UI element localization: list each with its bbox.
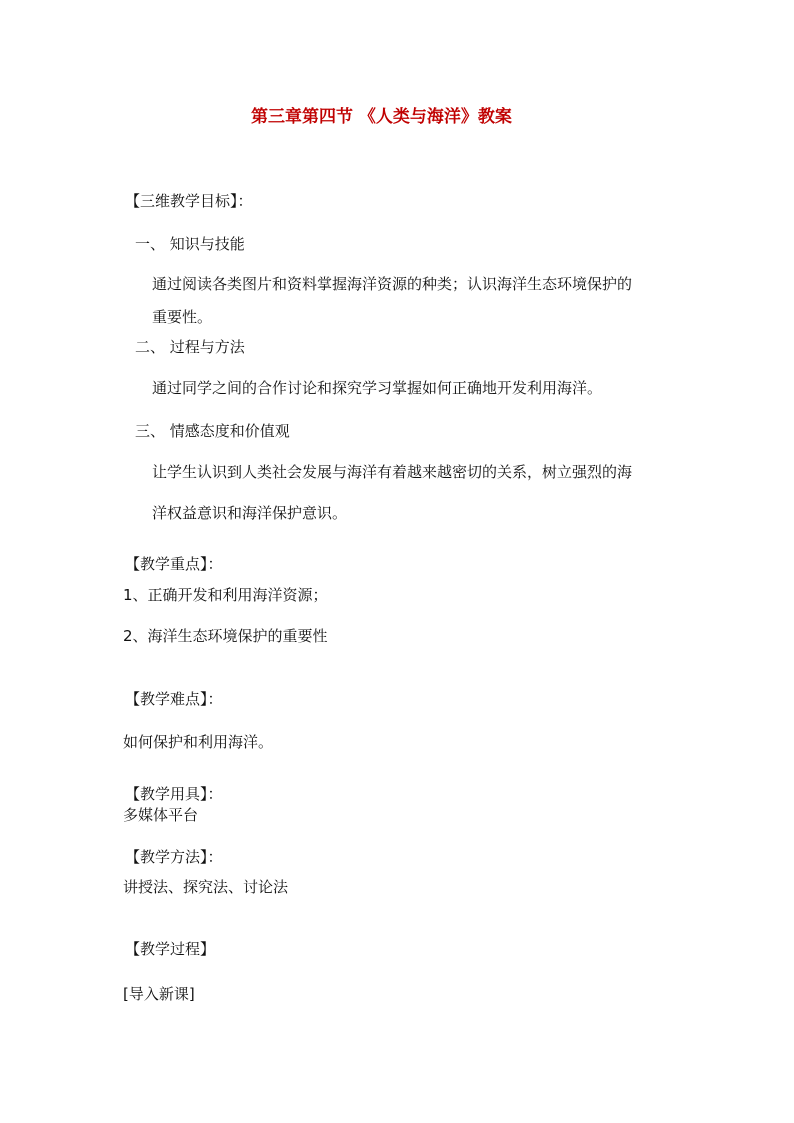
methods-heading: 【教学方法】： (125, 848, 223, 866)
methods-text: 讲授法、探究法、讨论法 (123, 878, 289, 896)
objectives-heading: 【三维教学目标】： (125, 192, 253, 210)
difficult-points-heading: 【教学难点】： (125, 690, 223, 708)
key-point-item-1: 1、正确开发和利用海洋资源； (123, 586, 328, 604)
section-attitude-line-1: 让学生认识到人类社会发展与海洋有着越来越密切的关系，树立强烈的海 (152, 463, 633, 481)
tools-heading: 【教学用具】： (125, 785, 223, 803)
difficult-points-text: 如何保护和利用海洋。 (123, 733, 274, 751)
section-knowledge-line-1: 通过阅读各类图片和资料掌握海洋资源的种类；认识海洋生态环境保护的 (152, 275, 633, 293)
section-process-line-1: 通过同学之间的合作讨论和探究学习掌握如何正确地开发利用海洋。 (152, 379, 603, 397)
key-points-heading: 【教学重点】： (125, 555, 223, 573)
section-knowledge-line-2: 重要性。 (152, 308, 213, 326)
section-label-process: 二、 过程与方法 (135, 338, 245, 356)
tools-text: 多媒体平台 (123, 806, 199, 824)
section-label-attitude: 三、 情感态度和价值观 (135, 422, 290, 440)
key-point-item-2: 2、海洋生态环境保护的重要性 (123, 627, 328, 645)
process-heading: 【教学过程】 (125, 940, 216, 958)
page-title: 第三章第四节 《人类与海洋》教案 (251, 107, 512, 127)
process-subheading: [导入新课] (123, 985, 195, 1003)
section-attitude-line-2: 洋权益意识和海洋保护意识。 (152, 504, 348, 522)
section-label-knowledge: 一、 知识与技能 (135, 235, 245, 253)
